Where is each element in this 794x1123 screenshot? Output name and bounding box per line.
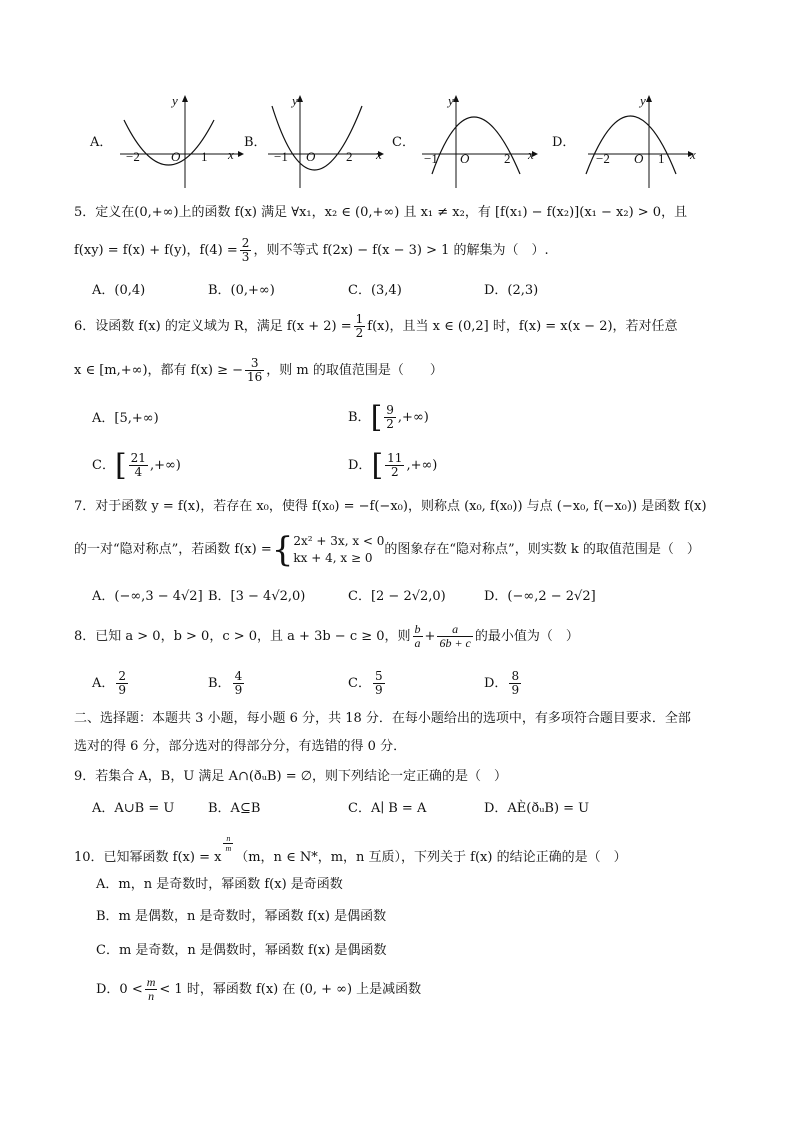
graph-a-tick-left: −2 xyxy=(126,149,140,164)
q6-optB-num: 9 xyxy=(386,403,394,417)
q7-piecewise xyxy=(293,533,384,567)
graph-b-label: B． xyxy=(244,135,267,150)
q8-optA-den: 9 xyxy=(118,683,127,697)
q7-line1: 7．对于函数 y = f(x)，若存在 x₀，使得 f(x₀) = −f(−x₀)，则称点 (x₀, f(x₀)) 与点 (−x₀, f(−x₀)) 是函数 f(x) xyxy=(74,499,707,514)
q8-frac-b-a xyxy=(413,623,423,650)
q8-option-d xyxy=(484,668,523,700)
q8-optD-den: 9 xyxy=(511,683,520,697)
q8-optD-pre: D． xyxy=(484,676,508,691)
q6-optD-num: 11 xyxy=(387,451,403,465)
q10-exponent xyxy=(223,834,233,853)
q6-frac2-num: 3 xyxy=(245,357,264,371)
q8-option-c xyxy=(348,668,387,700)
q6-option-c xyxy=(92,448,181,484)
q8-f2-den: 6b + c xyxy=(439,636,471,650)
graph-b-xlabel: x xyxy=(376,147,382,162)
section2-line1: 二、选择题：本题共 3 小题，每小题 6 分，共 18 分．在每小题给出的选项中，有多项符合题目要求．全部 xyxy=(74,711,691,726)
q6-optD-den: 2 xyxy=(390,465,399,479)
q6-optC-frac xyxy=(129,452,148,479)
q9-option-d: D．AÈ(ðᵤB) = U xyxy=(484,801,590,816)
q6-option-a: A．[5,+∞) xyxy=(92,411,159,426)
graph-c-svg xyxy=(392,92,542,192)
q10-optD-pre: D．0 < xyxy=(96,982,143,997)
q10-option-a: A．m，n 是奇数时，幂函数 f(x) 是奇函数 xyxy=(96,877,343,892)
q10-exp-num: n xyxy=(223,834,233,844)
q6-optD-frac xyxy=(385,452,404,479)
q8-optA-pre: A． xyxy=(92,676,115,691)
q5-option-d: D．(2,3) xyxy=(484,283,539,298)
q6-frac2-den: 16 xyxy=(247,370,263,384)
q5-line2 xyxy=(74,236,549,266)
q6-frac-den: 2 xyxy=(355,326,364,340)
q6-optB-pre: B． xyxy=(348,410,371,425)
graph-c-origin: O xyxy=(460,151,470,166)
graph-a-ylabel: y xyxy=(172,93,178,108)
q7-case1: 2x² + 3x, x < 0 xyxy=(293,533,385,548)
q8-line1-a: 8．已知 a > 0，b > 0，c > 0，且 a + 3b − c ≥ 0，则 xyxy=(74,629,411,644)
q8-plus: + xyxy=(424,629,436,644)
graph-option-d xyxy=(548,92,708,192)
q8-line1 xyxy=(74,622,579,652)
q6-optC-num: 21 xyxy=(130,451,146,465)
q8-optC-num: 5 xyxy=(374,669,383,683)
graph-option-a xyxy=(88,92,248,192)
graph-option-b xyxy=(244,92,394,192)
graph-b-ylabel: y xyxy=(292,93,298,108)
q6-optB-den: 2 xyxy=(386,417,394,431)
graph-c-tick-right: 2 xyxy=(504,151,511,166)
graph-a-label: A． xyxy=(90,135,113,150)
graph-b-tick-right: 2 xyxy=(346,149,353,164)
q6-line1 xyxy=(74,312,678,342)
graph-a-origin: O xyxy=(171,149,181,164)
q8-optA-frac xyxy=(116,670,128,697)
q7-line2 xyxy=(74,530,700,570)
q8-optC-pre: C． xyxy=(348,676,371,691)
q8-optB-den: 9 xyxy=(234,683,243,697)
graph-b-origin: O xyxy=(306,149,316,164)
q5-option-c: C．(3,4) xyxy=(348,283,402,298)
q6-optB-bracket: [ xyxy=(370,399,383,435)
q10-line1 xyxy=(74,834,627,873)
graph-d-tick-right: 1 xyxy=(658,151,665,166)
q6-option-b xyxy=(348,400,429,436)
graph-d-xlabel: x xyxy=(690,147,696,162)
q8-optD-frac xyxy=(509,670,521,697)
q5-line2-b: ，则不等式 f(2x) − f(x − 3) > 1 的解集为（ ）. xyxy=(253,243,549,258)
q10-option-b: B．m 是偶数，n 是奇数时，幂函数 f(x) 是偶函数 xyxy=(96,909,387,924)
q8-optC-frac xyxy=(373,670,385,697)
graph-a-svg xyxy=(88,92,248,192)
q6-optC-den: 4 xyxy=(134,465,143,479)
q6-optC-post: ,+∞) xyxy=(149,458,181,473)
q10-optD-num: m xyxy=(146,975,156,989)
q8-optC-den: 9 xyxy=(374,683,383,697)
q6-line2-b: ，则 m 的取值范围是（ ） xyxy=(266,363,443,378)
q9-option-a: A．A∪B = U xyxy=(92,801,175,816)
q6-line2-a: x ∈ [m,+∞)，都有 f(x) ≥ − xyxy=(74,363,244,378)
q6-optB-post: ,+∞) xyxy=(397,410,429,425)
q6-option-d xyxy=(348,448,437,484)
q9-line1: 9．若集合 A，B，U 满足 A∩(ðᵤB) = ∅，则下列结论一定正确的是（ ） xyxy=(74,769,508,784)
q6-line1-b: f(x)，且当 x ∈ (0,2] 时，f(x) = x(x − 2)，若对任意 xyxy=(367,319,678,334)
graph-d-label: D． xyxy=(552,135,576,150)
q6-fraction-3-16 xyxy=(245,357,264,384)
q5-frac-den: 3 xyxy=(241,250,250,264)
q8-option-a xyxy=(92,668,130,700)
q6-optD-bracket: [ xyxy=(371,447,384,483)
graph-d-tick-left: −2 xyxy=(596,151,610,166)
q8-optB-frac xyxy=(233,670,245,697)
q10-exp-den: m xyxy=(225,844,232,853)
graph-c-label: C． xyxy=(392,135,415,150)
q7-brace: { xyxy=(271,529,294,570)
q8-f1-num: b xyxy=(414,622,421,636)
q9-option-c: C．A∣ B = A xyxy=(348,801,427,816)
graph-a-xlabel: x xyxy=(228,147,234,162)
graph-c-tick-left: −1 xyxy=(424,151,438,166)
q5-fraction xyxy=(240,237,252,264)
q7-option-b: B．[3 − 4√2,0) xyxy=(208,589,306,604)
q6-line2 xyxy=(74,356,443,386)
q10-line1-a: 10．已知幂函数 f(x) = x xyxy=(74,850,222,865)
q6-frac-num: 1 xyxy=(355,312,364,326)
q5-option-b: B．(0,+∞) xyxy=(208,283,275,298)
q6-optC-pre: C． xyxy=(92,458,115,473)
q6-line1-a: 6．设函数 f(x) 的定义域为 R，满足 f(x + 2) = xyxy=(74,319,352,334)
q10-option-d xyxy=(96,974,421,1006)
q8-optB-pre: B． xyxy=(208,676,231,691)
q6-optB-frac xyxy=(384,404,396,431)
q10-optD-post: < 1 时，幂函数 f(x) 在 (0, + ∞) 上是减函数 xyxy=(159,982,422,997)
q8-f2-num: a xyxy=(437,623,472,637)
q8-optA-num: 2 xyxy=(118,669,127,683)
q6-optD-post: ,+∞) xyxy=(406,458,438,473)
q7-option-a: A．(−∞,3 − 4√2] xyxy=(92,589,203,604)
graph-d-svg xyxy=(548,92,708,192)
q10-option-c: C．m 是奇数，n 是偶数时，幂函数 f(x) 是偶函数 xyxy=(96,943,387,958)
q7-option-c: C．[2 − 2√2,0) xyxy=(348,589,446,604)
graph-c-ylabel: y xyxy=(448,93,454,108)
q7-case2: kx + 4, x ≥ 0 xyxy=(293,550,373,565)
q8-f1-den: a xyxy=(414,636,421,650)
q5-option-a: A．(0,4) xyxy=(92,283,146,298)
q9-option-b: B．A⊆B xyxy=(208,801,261,816)
q6-optC-bracket: [ xyxy=(114,447,127,483)
q6-optD-pre: D． xyxy=(348,458,372,473)
q8-optD-num: 8 xyxy=(511,669,520,683)
graph-b-tick-left: −1 xyxy=(274,149,288,164)
q8-frac-a-6bc xyxy=(437,623,472,650)
graph-d-ylabel: y xyxy=(640,93,646,108)
graph-b-svg xyxy=(244,92,394,192)
q7-line2-b: 的图象存在“隐对称点”，则实数 k 的取值范围是（ ） xyxy=(384,542,700,557)
q8-optB-num: 4 xyxy=(234,669,243,683)
q8-line1-b: 的最小值为（ ） xyxy=(474,629,579,644)
q7-option-d: D．(−∞,2 − 2√2] xyxy=(484,589,596,604)
q8-option-b xyxy=(208,668,246,700)
q5-line2-a: f(xy) = f(x) + f(y)，f(4) = xyxy=(74,243,238,258)
graph-c-xlabel: x xyxy=(528,147,534,162)
graph-option-c xyxy=(392,92,542,192)
q10-optD-den: n xyxy=(148,989,155,1003)
q6-fraction-half xyxy=(354,313,366,340)
graph-a-tick-right: 1 xyxy=(201,149,208,164)
section2-line2: 选对的得 6 分，部分选对的得部分分，有选错的得 0 分． xyxy=(74,739,407,754)
q10-optD-frac xyxy=(145,976,158,1003)
graph-d-origin: O xyxy=(634,151,644,166)
q5-line1: 5．定义在(0,+∞)上的函数 f(x) 满足 ∀x₁，x₂ ∈ (0,+∞) 且 x₁ ≠ x₂，有 [f(x₁) − f(x₂)](x₁ − x₂) > 0，且 xyxy=(74,205,688,220)
q5-frac-num: 2 xyxy=(241,236,250,250)
q7-line2-a: 的一对“隐对称点”，若函数 f(x) = xyxy=(74,542,272,557)
q10-line1-b: （m，n ∈ N*，m，n 互质），下列关于 f(x) 的结论正确的是（ ） xyxy=(235,850,627,865)
